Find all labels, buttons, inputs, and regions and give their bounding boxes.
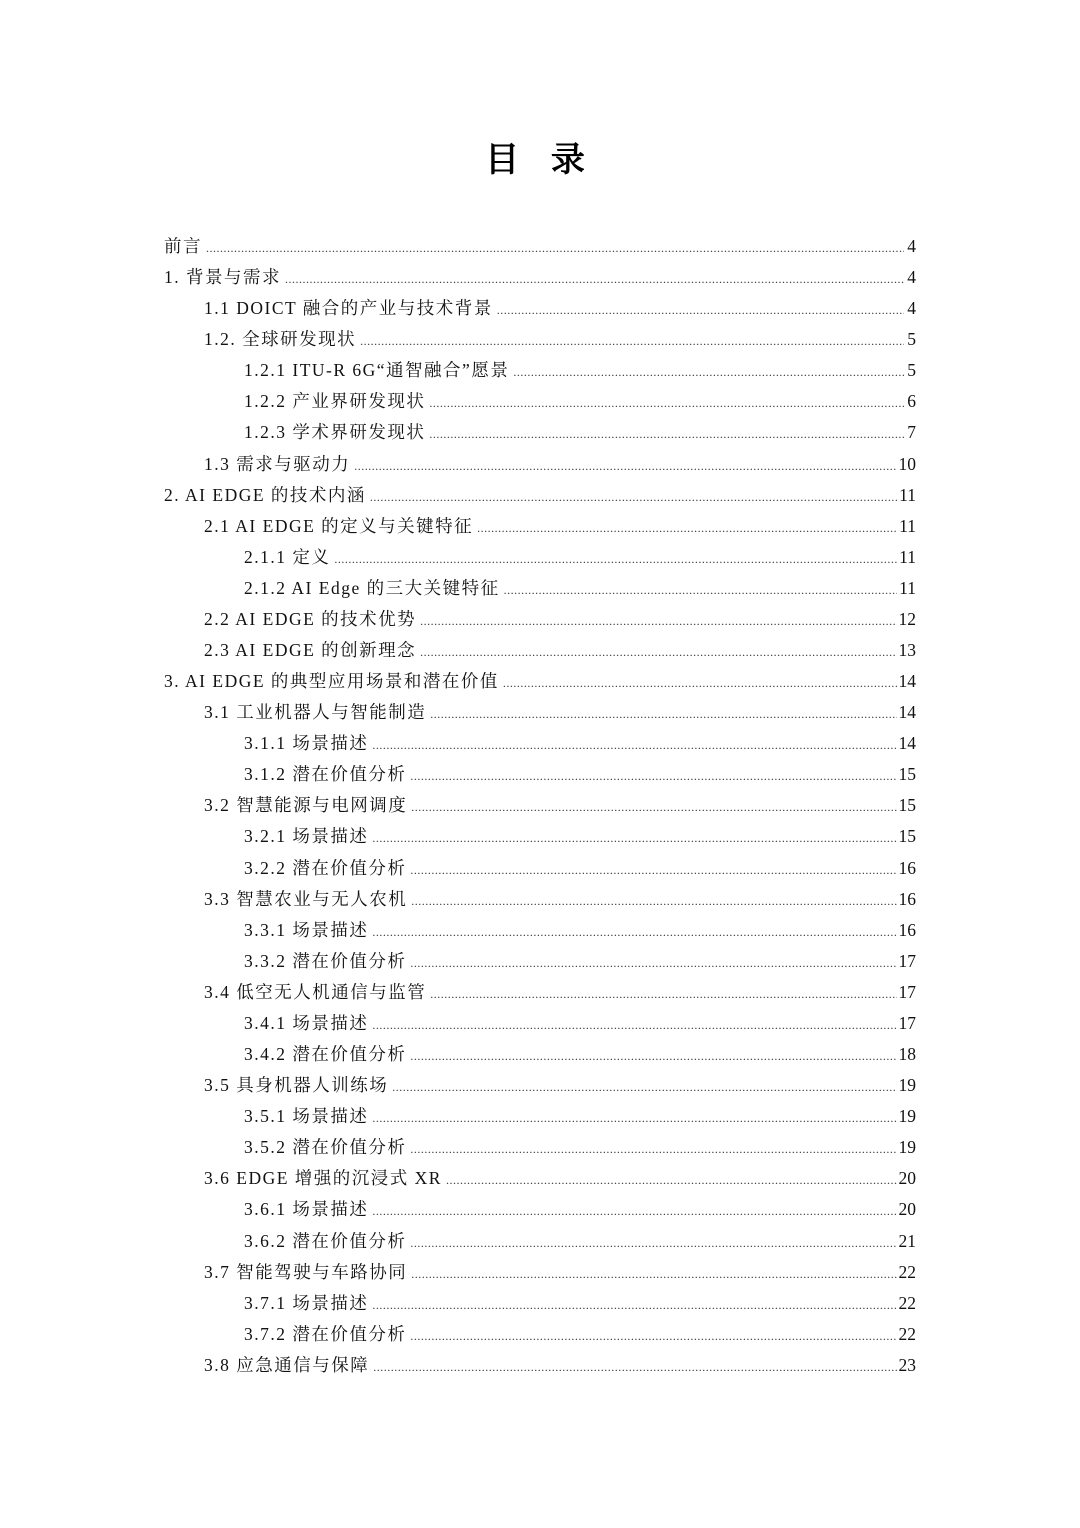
toc-entry-page-number: 11: [899, 515, 916, 536]
toc-dot-leader: [372, 1290, 896, 1321]
toc-dot-leader: [477, 513, 897, 544]
toc-entry-label: 1.3 需求与驱动力: [204, 453, 351, 474]
toc-entry[interactable]: [164, 1008, 916, 1039]
toc-dot-leader: [429, 419, 904, 450]
toc-entry-page-number: 5: [907, 329, 916, 350]
toc-entry-page-number: 15: [898, 795, 916, 816]
toc-entry-label: 前言: [164, 236, 202, 256]
toc-entry[interactable]: [164, 1132, 916, 1163]
toc-entry-page-number: 18: [898, 1044, 916, 1065]
toc-entry-label: 3.2.2 潜在价值分析: [244, 857, 407, 878]
toc-dot-leader: [373, 1352, 896, 1383]
toc-entry[interactable]: [164, 511, 916, 542]
toc-entry-page-number: 22: [898, 1323, 916, 1344]
toc-entry-label: 3.5.2 潜在价值分析: [244, 1137, 407, 1158]
toc-entry-page-number: 16: [898, 919, 916, 940]
toc-entry-label: 1.1 DOICT 融合的产业与技术背景: [204, 298, 493, 319]
toc-entry[interactable]: [164, 821, 916, 852]
toc-entry-page-number: 15: [898, 826, 916, 847]
toc-entry-label: 3.8 应急通信与保障: [204, 1354, 370, 1375]
toc-entry-page-number: 11: [899, 546, 916, 567]
toc-dot-leader: [372, 1196, 896, 1227]
toc-entry-page-number: 17: [898, 1012, 916, 1033]
toc-dot-leader: [372, 1010, 896, 1041]
toc-entry-page-number: 13: [898, 640, 916, 661]
toc-entry-label: 3.3.1 场景描述: [244, 919, 369, 940]
toc-dot-leader: [410, 1228, 896, 1259]
toc-entry-page-number: 15: [898, 764, 916, 785]
toc-entry-page-number: 4: [907, 298, 916, 319]
toc-entry-label: 3.7.2 潜在价值分析: [244, 1323, 407, 1344]
toc-entry-label: 3.2 智慧能源与电网调度: [204, 795, 408, 816]
toc-dot-leader: [354, 451, 896, 482]
toc-entry[interactable]: [164, 884, 916, 915]
toc-entry-label: 3.1.2 潜在价值分析: [244, 764, 407, 785]
toc-entry-label: 3.1.1 场景描述: [244, 733, 369, 754]
toc-dot-leader: [410, 761, 896, 792]
toc-entry-page-number: 19: [898, 1075, 916, 1096]
toc-entry-page-number: 14: [898, 702, 916, 723]
toc-entry-page-number: 4: [907, 236, 916, 256]
toc-entry-page-number: 23: [898, 1354, 916, 1375]
toc-dot-leader: [410, 1134, 896, 1165]
toc-entry-label: 2.2 AI EDGE 的技术优势: [204, 608, 417, 629]
toc-dot-leader: [410, 1321, 896, 1352]
toc-dot-leader: [334, 544, 897, 575]
toc-dot-leader: [430, 979, 896, 1010]
toc-entry-label: 3.4 低空无人机通信与监管: [204, 981, 427, 1002]
toc-entry-page-number: 22: [898, 1292, 916, 1313]
toc-entry-page-number: 19: [898, 1106, 916, 1127]
toc-entry[interactable]: [164, 1319, 916, 1350]
toc-dot-leader: [503, 668, 897, 699]
toc-dot-leader: [420, 606, 896, 637]
toc-entry-page-number: 19: [898, 1137, 916, 1158]
toc-dot-leader: [206, 233, 904, 264]
toc-entry-label: 3. AI EDGE 的典型应用场景和潜在价值: [164, 671, 499, 692]
toc-entry[interactable]: [164, 480, 916, 511]
toc-entry[interactable]: [164, 1039, 916, 1070]
toc-dot-leader: [410, 855, 896, 886]
toc-entry-label: 3.4.1 场景描述: [244, 1012, 369, 1033]
toc-dot-leader: [410, 1041, 896, 1072]
toc-entry-page-number: 21: [898, 1230, 916, 1251]
toc-entry[interactable]: [164, 386, 916, 417]
toc-entry[interactable]: [164, 293, 916, 324]
toc-entry-label: 2.1.1 定义: [244, 546, 331, 567]
toc-entry-page-number: 7: [907, 422, 916, 443]
toc-entry[interactable]: [164, 1194, 916, 1225]
toc-entry[interactable]: [164, 666, 916, 697]
toc-entry-label: 2.1 AI EDGE 的定义与关键特征: [204, 515, 474, 536]
page-title: 目 录: [485, 140, 595, 180]
toc-entry[interactable]: [164, 262, 916, 293]
toc-entry[interactable]: [164, 417, 916, 448]
toc-dot-leader: [446, 1165, 897, 1196]
toc-entry-label: 3.3 智慧农业与无人农机: [204, 888, 408, 909]
toc-entry-label: 3.6.2 潜在价值分析: [244, 1230, 407, 1251]
toc-entry-label: 3.6 EDGE 增强的沉浸式 XR: [204, 1168, 442, 1189]
toc-entry[interactable]: [164, 1350, 916, 1381]
toc-entry-label: 3.1 工业机器人与智能制造: [204, 702, 427, 723]
toc-dot-leader: [372, 1103, 896, 1134]
toc-entry[interactable]: [164, 604, 916, 635]
toc-entry[interactable]: [164, 697, 916, 728]
toc-entry-label: 3.5 具身机器人训练场: [204, 1075, 389, 1096]
toc-dot-leader: [411, 1259, 896, 1290]
toc-dot-leader: [360, 326, 904, 357]
toc-entry-label: 2.1.2 AI Edge 的三大关键特征: [244, 577, 500, 598]
toc-entry[interactable]: [164, 635, 916, 666]
toc-dot-leader: [411, 886, 896, 917]
toc-entry[interactable]: [164, 977, 916, 1008]
toc-entry[interactable]: [164, 1257, 916, 1288]
toc-entry-label: 3.4.2 潜在价值分析: [244, 1044, 407, 1065]
toc-entry[interactable]: [164, 231, 916, 262]
toc-entry-page-number: 10: [898, 453, 916, 474]
toc-dot-leader: [513, 357, 904, 388]
toc-entry[interactable]: [164, 915, 916, 946]
toc-entry-page-number: 4: [907, 267, 916, 288]
toc-entry[interactable]: [164, 728, 916, 759]
toc-entry[interactable]: [164, 1163, 916, 1194]
toc-entry[interactable]: [164, 449, 916, 480]
toc-entry-label: 2.3 AI EDGE 的创新理念: [204, 640, 417, 661]
toc-entry-page-number: 20: [898, 1168, 916, 1189]
toc-entry-page-number: 12: [898, 608, 916, 629]
toc-entry-label: 1.2.1 ITU-R 6G“通智融合”愿景: [244, 360, 510, 381]
toc-entry-page-number: 6: [907, 391, 916, 412]
toc-entry[interactable]: [164, 1226, 916, 1257]
toc-dot-leader: [429, 388, 904, 419]
toc-entry-label: 3.3.2 潜在价值分析: [244, 950, 407, 971]
toc-entry-label: 2. AI EDGE 的技术内涵: [164, 484, 366, 505]
toc-entry[interactable]: [164, 355, 916, 386]
toc-entry-page-number: 14: [898, 733, 916, 754]
toc-dot-leader: [285, 264, 904, 295]
toc-entry-page-number: 20: [898, 1199, 916, 1220]
toc-entry[interactable]: [164, 759, 916, 790]
toc-dot-leader: [372, 917, 896, 948]
toc-entry[interactable]: [164, 1288, 916, 1319]
toc-entry[interactable]: [164, 853, 916, 884]
toc-dot-leader: [430, 699, 896, 730]
toc-entry-page-number: 5: [907, 360, 916, 381]
toc-entry-label: 3.6.1 场景描述: [244, 1199, 369, 1220]
toc-entry[interactable]: [164, 542, 916, 573]
toc-entry[interactable]: [164, 1101, 916, 1132]
toc-dot-leader: [420, 637, 896, 668]
toc-entry-label: 3.7.1 场景描述: [244, 1292, 369, 1313]
toc-dot-leader: [392, 1072, 896, 1103]
toc-entry-label: 1.2. 全球研发现状: [204, 329, 357, 350]
toc-entry-label: 3.2.1 场景描述: [244, 826, 369, 847]
toc-dot-leader: [497, 295, 904, 326]
toc-entry-page-number: 22: [898, 1261, 916, 1282]
toc-entry[interactable]: [164, 790, 916, 821]
table-of-contents: [164, 231, 916, 1381]
toc-entry-page-number: 11: [899, 484, 916, 505]
toc-entry-page-number: 16: [898, 888, 916, 909]
toc-dot-leader: [370, 482, 897, 513]
toc-entry-page-number: 14: [898, 671, 916, 692]
toc-dot-leader: [372, 730, 896, 761]
toc-entry[interactable]: [164, 324, 916, 355]
toc-entry[interactable]: [164, 573, 916, 604]
toc-entry-page-number: 11: [899, 577, 916, 598]
toc-entry-label: 1.2.3 学术界研发现状: [244, 422, 426, 443]
toc-entry-label: 3.5.1 场景描述: [244, 1106, 369, 1127]
toc-dot-leader: [411, 792, 896, 823]
toc-entry-page-number: 17: [898, 950, 916, 971]
toc-dot-leader: [372, 823, 896, 854]
toc-dot-leader: [504, 575, 898, 606]
toc-entry-page-number: 17: [898, 981, 916, 1002]
toc-entry-label: 1. 背景与需求: [164, 267, 281, 288]
toc-entry-page-number: 16: [898, 857, 916, 878]
toc-entry-label: 3.7 智能驾驶与车路协同: [204, 1261, 408, 1282]
toc-entry-label: 1.2.2 产业界研发现状: [244, 391, 426, 412]
toc-entry[interactable]: [164, 946, 916, 977]
toc-entry[interactable]: [164, 1070, 916, 1101]
toc-dot-leader: [410, 948, 896, 979]
